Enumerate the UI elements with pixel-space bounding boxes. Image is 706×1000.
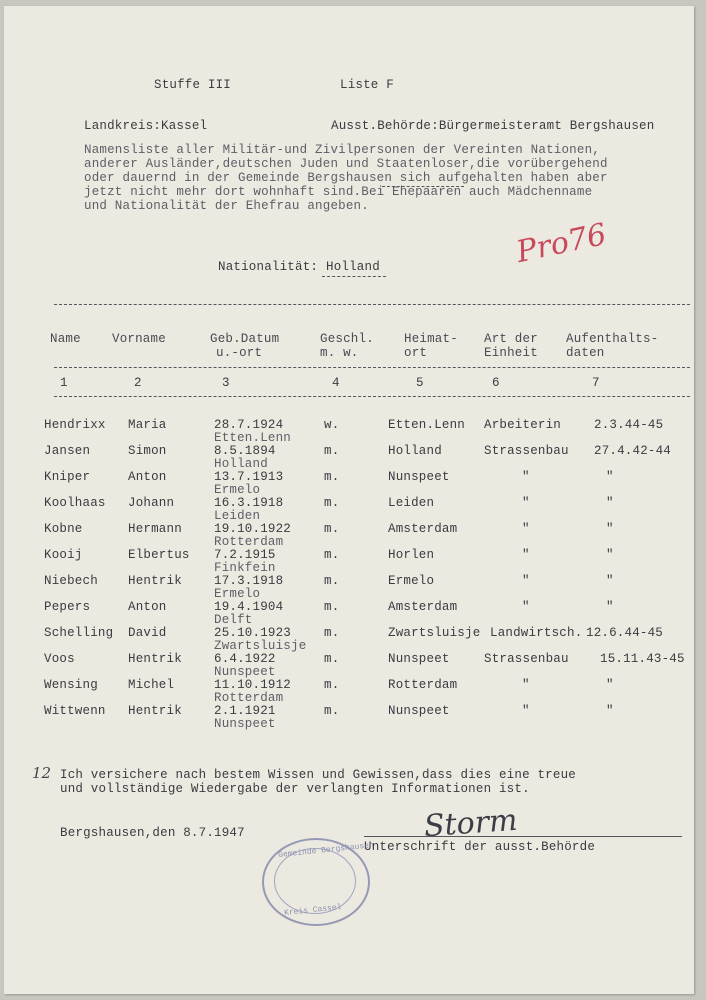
header-rule [54, 367, 690, 368]
cell-vorname: Simon [128, 444, 167, 458]
cell-sex: w. [324, 418, 340, 432]
bergshausen-underline [382, 186, 464, 187]
cell-sex: m. [324, 678, 340, 692]
cell-sex: m. [324, 470, 340, 484]
cell-birth-place: Nunspeet [214, 717, 276, 731]
nationality-label: Nationalität: [218, 260, 319, 274]
cell-birth-date: 7.2.1915 [214, 548, 276, 562]
cell-birth-place: Delft [214, 613, 253, 627]
cell-name: Jansen [44, 444, 91, 458]
liste-label: Liste F [340, 78, 394, 92]
landkreis-label: Landkreis:Kassel [84, 119, 208, 133]
signature-line [364, 836, 682, 837]
col-number: 5 [416, 376, 424, 390]
cell-birth-date: 16.3.1918 [214, 496, 284, 510]
cell-name: Niebech [44, 574, 98, 588]
cell-einheit: " [522, 496, 530, 510]
signature-caption: Unterschrift der ausst.Behörde [364, 840, 596, 854]
cell-sex: m. [324, 626, 340, 640]
cell-heimatort: Zwartsluisje [388, 626, 481, 640]
cell-birth-date: 25.10.1923 [214, 626, 292, 640]
cell-heimatort: Ermelo [388, 574, 435, 588]
cell-birth-place: Leiden [214, 509, 261, 523]
signature: Storm [422, 802, 519, 845]
red-annotation: Pro76 [513, 216, 610, 271]
cell-birth-date: 19.10.1922 [214, 522, 292, 536]
table-top-rule [54, 304, 690, 305]
cell-einheit: " [522, 548, 530, 562]
cell-vorname: Anton [128, 470, 167, 484]
col-header-aufenthalt: Aufenthalts- [566, 332, 659, 346]
declaration-line: und vollständige Wiedergabe der verlangten Informationen ist. [60, 782, 530, 796]
cell-birth-date: 28.7.1924 [214, 418, 284, 432]
document-sheet [4, 6, 694, 994]
cell-aufenthalt: " [606, 678, 614, 692]
cell-einheit: Strassenbau [484, 444, 569, 458]
stamp-text-bottom: Kreis Cassel [283, 903, 342, 918]
cell-name: Kobne [44, 522, 83, 536]
cell-birth-date: 2.1.1921 [214, 704, 276, 718]
col-header-heimat-ort: ort [404, 346, 428, 360]
col-header-geb: Geb.Datum [210, 332, 280, 346]
cell-birth-date: 19.4.1904 [214, 600, 284, 614]
col-number: 6 [492, 376, 500, 390]
cell-sex: m. [324, 704, 340, 718]
col-number: 1 [60, 376, 68, 390]
behoerde-label: Ausst.Behörde:Bürgermeisteramt Bergshausen [331, 119, 655, 133]
cell-birth-place: Finkfein [214, 561, 276, 575]
col-number: 4 [332, 376, 340, 390]
cell-birth-place: Etten.Lenn [214, 431, 292, 445]
cell-heimatort: Horlen [388, 548, 435, 562]
col-header-art: Art der [484, 332, 538, 346]
cell-vorname: Hentrik [128, 704, 182, 718]
cell-heimatort: Amsterdam [388, 522, 458, 536]
cell-sex: m. [324, 652, 340, 666]
cell-birth-place: Nunspeet [214, 665, 276, 679]
cell-einheit: " [522, 678, 530, 692]
col-header-geschl: Geschl. [320, 332, 374, 346]
count-note: 12 [32, 764, 52, 782]
cell-vorname: Elbertus [128, 548, 190, 562]
cell-einheit: " [522, 600, 530, 614]
cell-vorname: Hermann [128, 522, 182, 536]
cell-aufenthalt: 27.4.42-44 [594, 444, 672, 458]
cell-birth-date: 6.4.1922 [214, 652, 276, 666]
col-header-geb-ort: u.-ort [216, 346, 263, 360]
cell-aufenthalt: 12.6.44-45 [586, 626, 664, 640]
intro-line: jetzt nicht mehr dort wohnhaft sind.Bei Ehepaaren auch Mädchenname [84, 185, 593, 199]
cell-sex: m. [324, 600, 340, 614]
cell-sex: m. [324, 496, 340, 510]
cell-birth-place: Zwartsluisje [214, 639, 307, 653]
cell-name: Pepers [44, 600, 91, 614]
cell-aufenthalt: 15.11.43-45 [600, 652, 685, 666]
cell-einheit: " [522, 704, 530, 718]
cell-vorname: Hentrik [128, 574, 182, 588]
nationality-underline [322, 276, 386, 277]
cell-name: Wensing [44, 678, 98, 692]
cell-aufenthalt: " [606, 470, 614, 484]
cell-aufenthalt: " [606, 600, 614, 614]
col-header-name: Name [50, 332, 81, 346]
col-header-vorname: Vorname [112, 332, 166, 346]
cell-heimatort: Rotterdam [388, 678, 458, 692]
col-header-daten: daten [566, 346, 605, 360]
cell-birth-date: 8.5.1894 [214, 444, 276, 458]
cell-birth-date: 17.3.1918 [214, 574, 284, 588]
cell-sex: m. [324, 574, 340, 588]
intro-line: Namensliste aller Militär-und Zivilpersonen der Vereinten Nationen, [84, 143, 600, 157]
col-header-geschl-mw: m. w. [320, 346, 359, 360]
cell-aufenthalt: 2.3.44-45 [594, 418, 664, 432]
cell-name: Hendrixx [44, 418, 106, 432]
cell-birth-place: Ermelo [214, 587, 261, 601]
cell-heimatort: Nunspeet [388, 652, 450, 666]
stamp-text-top: Gemeinde Bergshausen [277, 841, 375, 860]
cell-aufenthalt: " [606, 522, 614, 536]
cell-name: Wittwenn [44, 704, 106, 718]
cell-sex: m. [324, 522, 340, 536]
place-date: Bergshausen,den 8.7.1947 [60, 826, 245, 840]
cell-heimatort: Nunspeet [388, 470, 450, 484]
official-stamp [262, 838, 375, 926]
cell-vorname: Maria [128, 418, 167, 432]
cell-sex: m. [324, 444, 340, 458]
cell-vorname: Hentrik [128, 652, 182, 666]
cell-heimatort: Etten.Lenn [388, 418, 466, 432]
cell-vorname: David [128, 626, 167, 640]
cell-name: Kniper [44, 470, 91, 484]
col-number: 7 [592, 376, 600, 390]
cell-aufenthalt: " [606, 574, 614, 588]
cell-heimatort: Amsterdam [388, 600, 458, 614]
intro-line: anderer Ausländer,deutschen Juden und Staatenloser,die vorübergehend [84, 157, 608, 171]
cell-aufenthalt: " [606, 548, 614, 562]
col-header-heimat: Heimat- [404, 332, 458, 346]
cell-name: Koolhaas [44, 496, 106, 510]
cell-sex: m. [324, 548, 340, 562]
col-number: 2 [134, 376, 142, 390]
cell-birth-date: 13.7.1913 [214, 470, 284, 484]
cell-name: Kooij [44, 548, 83, 562]
cell-name: Voos [44, 652, 75, 666]
cell-birth-place: Rotterdam [214, 535, 284, 549]
cell-heimatort: Leiden [388, 496, 435, 510]
nationality-value: Holland [326, 260, 380, 274]
cell-birth-date: 11.10.1912 [214, 678, 292, 692]
cell-heimatort: Nunspeet [388, 704, 450, 718]
declaration-line: Ich versichere nach bestem Wissen und Gewissen,dass dies eine treue [60, 768, 576, 782]
cell-name: Schelling [44, 626, 114, 640]
cell-einheit: " [522, 522, 530, 536]
cell-vorname: Anton [128, 600, 167, 614]
cell-aufenthalt: " [606, 496, 614, 510]
cell-birth-place: Ermelo [214, 483, 261, 497]
col-number: 3 [222, 376, 230, 390]
cell-heimatort: Holland [388, 444, 442, 458]
cell-vorname: Johann [128, 496, 175, 510]
cell-einheit: Landwirtsch. [490, 626, 583, 640]
stufe-label: Stuffe III [154, 78, 232, 92]
cell-einheit: " [522, 574, 530, 588]
col-header-einheit: Einheit [484, 346, 538, 360]
cell-einheit: Arbeiterin [484, 418, 562, 432]
cell-birth-place: Rotterdam [214, 691, 284, 705]
cell-einheit: Strassenbau [484, 652, 569, 666]
numbers-rule [54, 396, 690, 397]
cell-vorname: Michel [128, 678, 175, 692]
intro-line: und Nationalität der Ehefrau angeben. [84, 199, 369, 213]
cell-birth-place: Holland [214, 457, 268, 471]
intro-line: oder dauernd in der Gemeinde Bergshausen sich aufgehalten haben aber [84, 171, 608, 185]
cell-einheit: " [522, 470, 530, 484]
cell-aufenthalt: " [606, 704, 614, 718]
